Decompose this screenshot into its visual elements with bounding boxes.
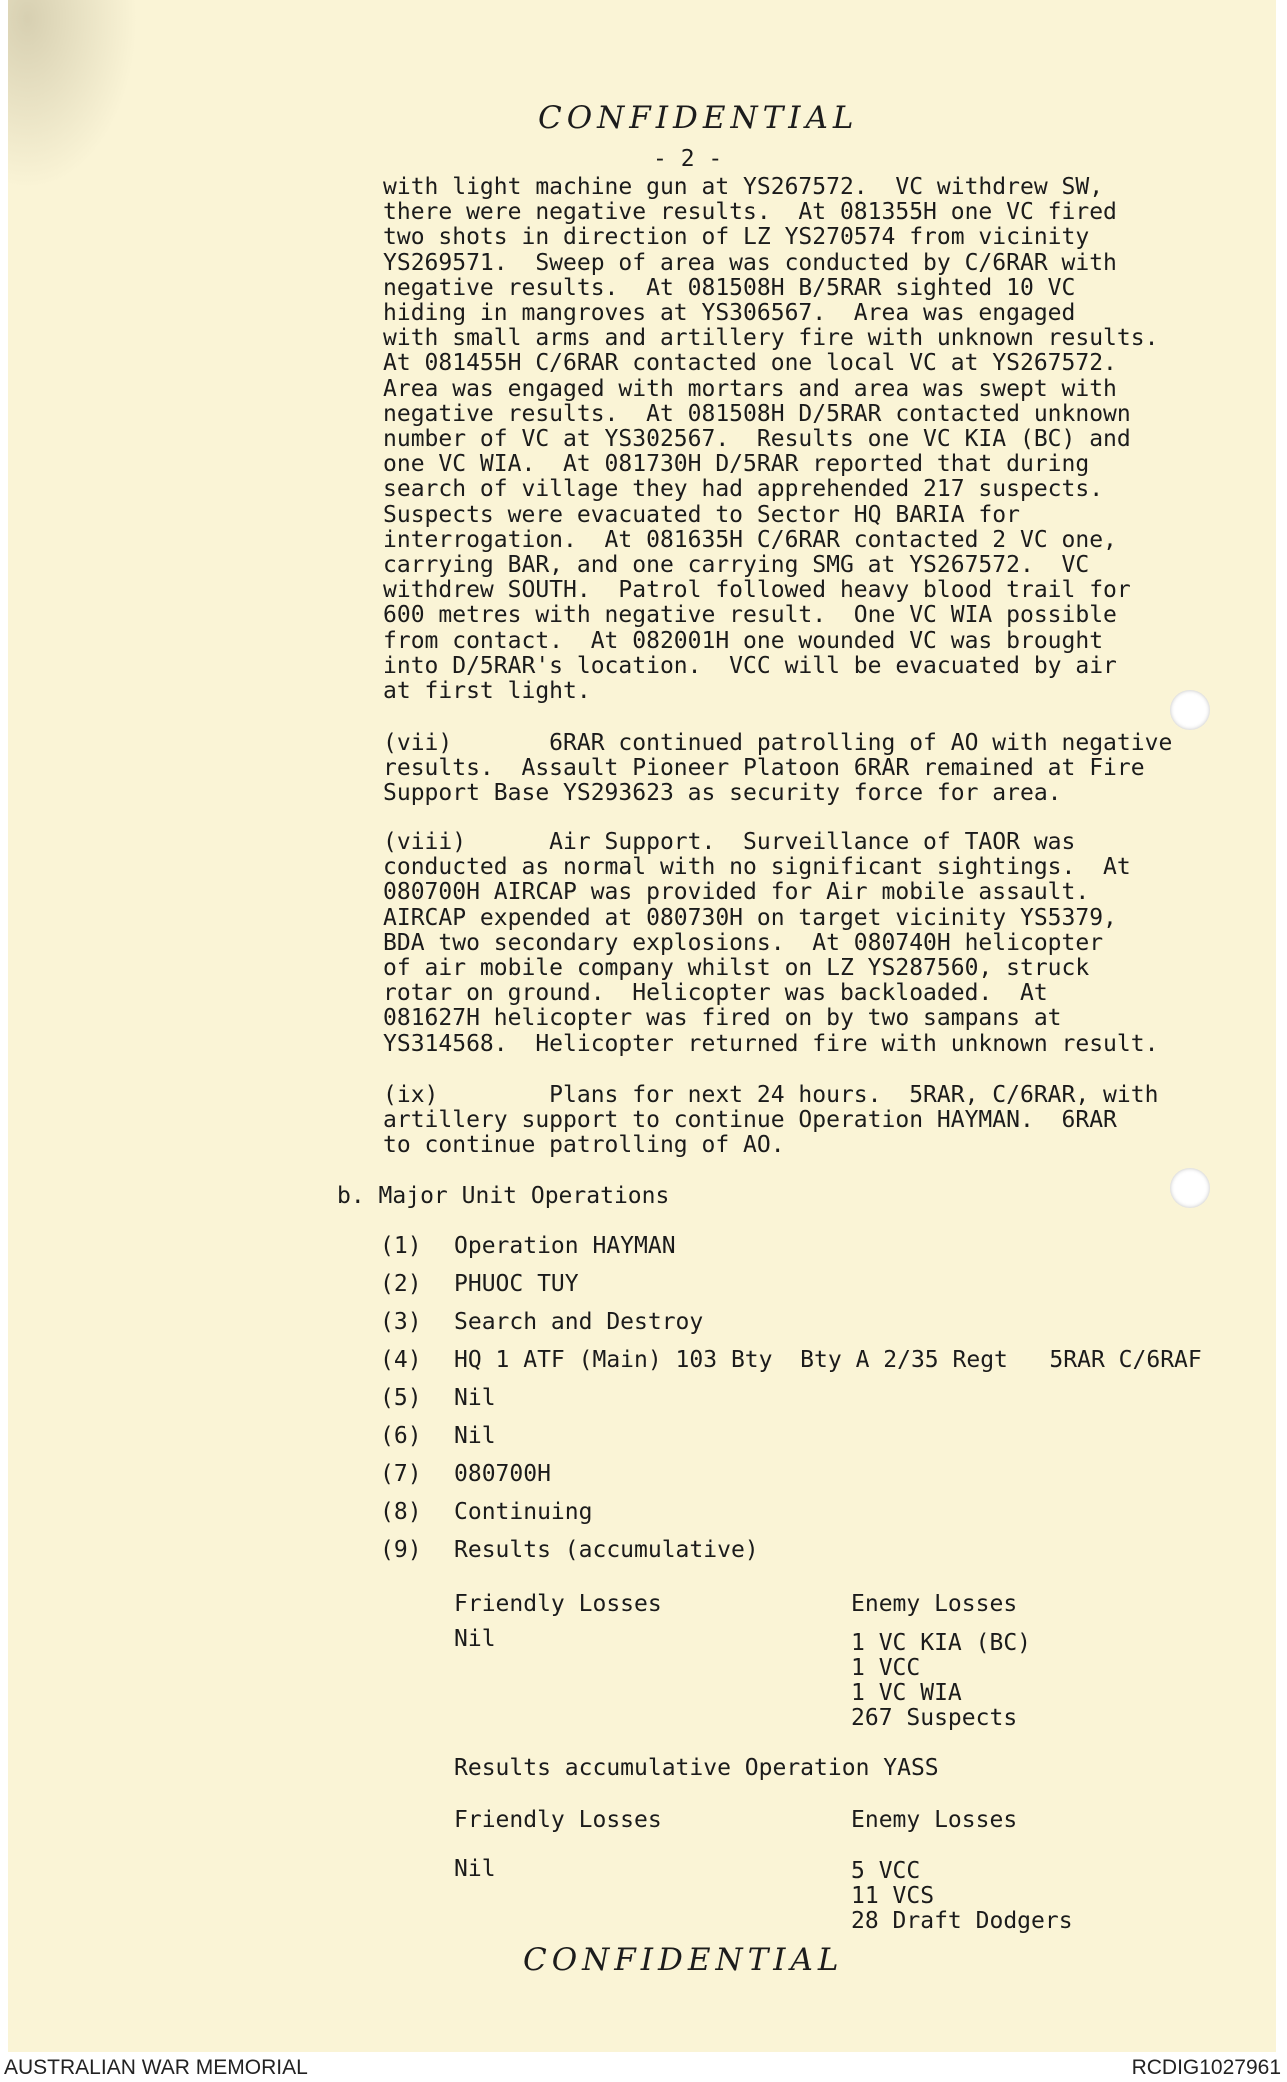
paragraph-ix: (ix) Plans for next 24 hours. 5RAR, C/6RAR, with artillery support to continue Operation HAYMAN. 6RAR to continue patrolling of AO. — [383, 1082, 1159, 1159]
punch-hole-top — [1170, 690, 1210, 730]
paragraph-viii: (viii) Air Support. Surveillance of TAOR was conducted as normal with no significant sightings. At 080700H AIRCAP was provided for Air mobile assault. AIRCAP expended at 080730H on target vicinity YS5379, BDA two secondary explosions. At 080740H helicopter of air mobile company whilst on LZ YS287560, struck rotar on ground. Helicopter was backloaded. At 081627H helicopter was fired on by two sampans at YS314568. Helicopter returned fire with unknown result. — [383, 829, 1159, 1057]
footer-record-id: RCDIG1027961 — [1131, 2056, 1281, 2079]
yass-friendly-losses-value: Nil — [454, 1856, 496, 1882]
footer-source-label: AUSTRALIAN WAR MEMORIAL — [4, 2056, 308, 2079]
list-item: 28 Draft Dodgers — [851, 1908, 1073, 1934]
yass-enemy-losses-header: Enemy Losses — [851, 1807, 1018, 1833]
hayman-friendly-losses-value: Nil — [454, 1626, 496, 1652]
list-item: 267 Suspects — [851, 1705, 1018, 1731]
list-item: 1 VC KIA (BC) — [851, 1630, 1032, 1656]
list-item: 1 VCC — [851, 1655, 921, 1681]
list-item: 1 VC WIA — [851, 1680, 962, 1706]
paragraph-vii: (vii) 6RAR continued patrolling of AO with negative results. Assault Pioneer Platoon 6RAR remained at Fire Support Base YS293623 as security force for area. — [383, 730, 1173, 807]
major-unit-operations-heading: b. Major Unit Operations — [337, 1183, 670, 1209]
list-item: 5 VCC — [851, 1858, 921, 1884]
document-page: CONFIDENTIAL - 2 - with light machine gun at YS267572. VC withdrew SW, there were negative results. At 081355H one VC fired two shots in direction of LZ YS270574 from vicinity YS269571. Sweep of area was conducted by C/6RAR with negative results. At 081508H B/5RAR sighted 10 VC hiding in mangroves at YS306567. Area was engaged with small arms and artillery fire with unknown results. At 081455H C/6RAR contacted one local VC at YS267572. Area was engaged with mortars and area was swept with negative results. At 081508H D/5RAR contacted unknown number of VC at YS302567. Results one VC KIA (BC) and one VC WIA. At 081730H D/5RAR reported that during search of village they had apprehended 217 suspects. Suspects were evacuated to Sector HQ BARIA for interrogation. At 081635H C/6RAR contacted 2 VC one, carrying BAR, and one carrying SMG at YS267572. VC withdrew SOUTH. Patrol followed heavy blood trail for 600 metres with negative result. One VC WIA possible from contact. At 082001H one wounded VC was brought into D/5RAR's location. VCC will be evacuated by air at first light. (vii) 6RAR continued patrolling of AO with negative results. Assault Pioneer Platoon 6RAR remained at Fire Support Base YS293623 as security force for area. (viii) Air Support. Surveillance of TAOR was conducted as normal with no significant sightings. At 080700H AIRCAP was provided for Air mobile assault. AIRCAP expended at 080730H on target vicinity YS5379, BDA two secondary explosions. At 080740H helicopter of air mobile company whilst on LZ YS287560, struck rotar on ground. Helicopter was backloaded. At 081627H helicopter was fired on by two sampans at YS314568. Helicopter returned fire with unknown result. (ix) Plans for next 24 hours. 5RAR, C/6RAR, with artillery support to continue Operation HAYMAN. 6RAR to continue patrolling of AO. b. Major Unit Operations (1) Operation HAYMAN (2) PHUOC TUY (3) Search and Destroy (4) HQ 1 ATF (Main) 103 Bty Bty A 2/35 Regt 5RAR C/6RAF (5) Nil (6) Nil (7) 080700H (8) Continuing (9) Results (accumulative) Friendly Losses Enemy Losses Nil 1 VC KIA (BC) 1 VCC 1 VC WIA 267 Suspects Results accumulative Operation YASS Friendly Losses Enemy Losses Nil 5 VCC 11 VCS 28 Draft Dodgers CONFIDENTIAL — [8, 0, 1276, 2052]
yass-results-title: Results accumulative Operation YASS — [454, 1755, 939, 1781]
confidential-stamp-bottom: CONFIDENTIAL — [523, 1942, 844, 1978]
hayman-enemy-losses-header: Enemy Losses — [851, 1591, 1018, 1617]
opening-paragraph: with light machine gun at YS267572. VC withdrew SW, there were negative results. At 081355H one VC fired two shots in direction of LZ YS270574 from vicinity YS269571. Sweep of area was conducted by C/6RAR with negative results. At 081508H B/5RAR sighted 10 VC hiding in mangroves at YS306567. Area was engaged with small arms and artillery fire with unknown results. At 081455H C/6RAR contacted one local VC at YS267572. Area was engaged with mortars and area was swept with negative results. At 081508H D/5RAR contacted unknown number of VC at YS302567. Results one VC KIA (BC) and one VC WIA. At 081730H D/5RAR reported that during search of village they had apprehended 217 suspects. Suspects were evacuated to Sector HQ BARIA for interrogation. At 081635H C/6RAR contacted 2 VC one, carrying BAR, and one carrying SMG at YS267572. VC withdrew SOUTH. Patrol followed heavy blood trail for 600 metres with negative result. One VC WIA possible from contact. At 082001H one wounded VC was brought into D/5RAR's location. VCC will be evacuated by air at first light. — [383, 174, 1159, 705]
yass-enemy-losses-list — [851, 1858, 1151, 1938]
punch-hole-bottom — [1170, 1168, 1210, 1208]
page-number: - 2 - — [653, 146, 723, 172]
yass-friendly-losses-header: Friendly Losses — [454, 1807, 662, 1833]
hayman-friendly-losses-header: Friendly Losses — [454, 1591, 662, 1617]
list-item: 11 VCS — [851, 1883, 935, 1909]
confidential-stamp-top: CONFIDENTIAL — [538, 100, 859, 136]
hayman-enemy-losses-list — [851, 1630, 1151, 1740]
archive-footer — [0, 2052, 1287, 2082]
